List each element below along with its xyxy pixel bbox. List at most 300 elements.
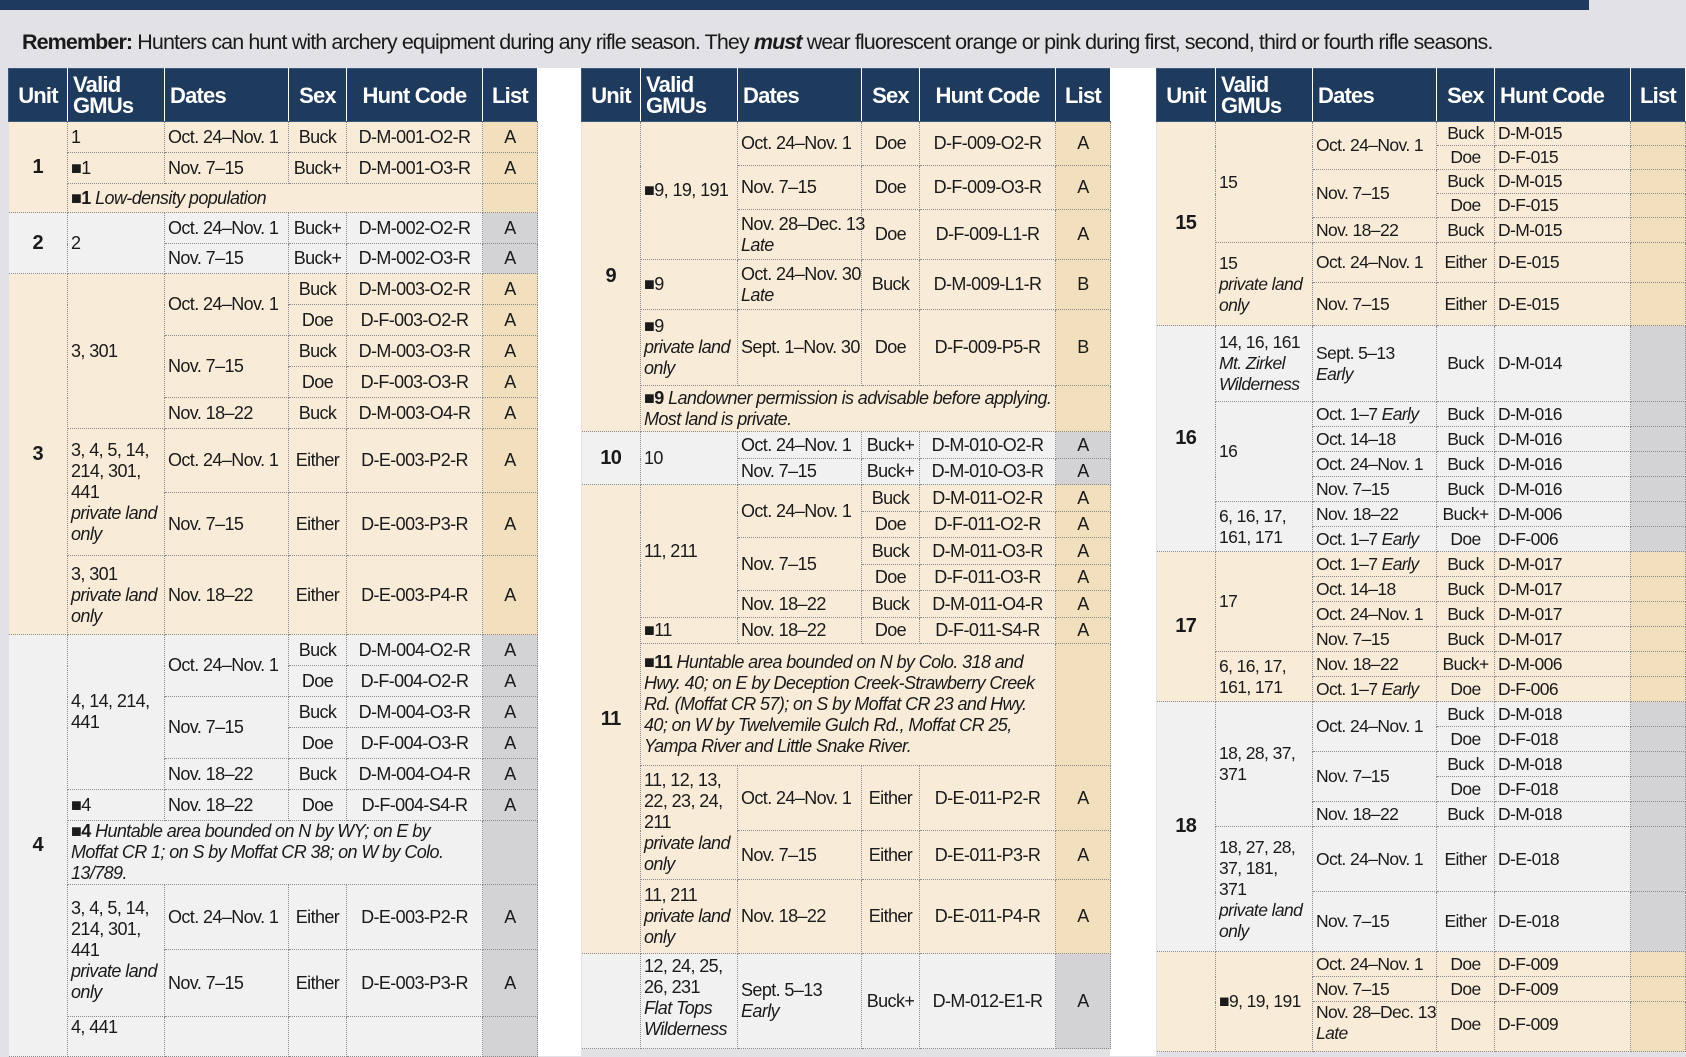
dates-cell: Nov. 7–15 xyxy=(738,831,862,880)
hunt-code-cell: D-F-009 xyxy=(1495,977,1631,1002)
hunt-code-cell: D-M-017 xyxy=(1495,627,1631,652)
table-row xyxy=(582,880,1111,954)
remember-text-a: Hunters can hunt with archery equipment during any rifle season. They xyxy=(132,30,754,54)
sex-cell: Buck xyxy=(862,538,920,565)
sex-cell: Either xyxy=(289,556,347,635)
sex-cell: Either xyxy=(862,766,920,831)
hunt-code-cell: D-F-015 xyxy=(1495,146,1631,170)
hunt-code-cell: D-M-016 xyxy=(1495,427,1631,452)
sex-cell: Either xyxy=(862,880,920,954)
list-cell xyxy=(1631,122,1686,146)
sex-cell: Buck xyxy=(1437,802,1495,827)
table-row xyxy=(9,213,538,244)
unit-cell: 10 xyxy=(582,432,641,485)
table-row xyxy=(9,790,538,821)
sex-cell: Doe xyxy=(289,367,347,398)
sex-cell: Buck xyxy=(1437,602,1495,627)
list-cell xyxy=(1631,727,1686,752)
hunt-code-cell: D-M-002-O3-R xyxy=(347,244,483,274)
hunt-code-cell: D-F-003-O2-R xyxy=(347,305,483,336)
sex-cell: Doe xyxy=(289,305,347,336)
col-dates: Dates xyxy=(738,69,862,122)
list-cell: A xyxy=(1056,618,1111,644)
table-row xyxy=(1157,702,1686,727)
sex-cell: Doe xyxy=(862,210,920,260)
dates-cell: Sept. 5–13 Early xyxy=(1313,326,1437,402)
gmu-cell: 6, 16, 17, 161, 171 xyxy=(1216,652,1313,702)
gmu-cell: 4, 441 xyxy=(68,1017,165,1057)
gmu-cell: ■9, 19, 191 xyxy=(1216,952,1313,1052)
col-list: List xyxy=(1631,69,1686,122)
table-row xyxy=(9,429,538,493)
gmu-cell: ■9 private land only xyxy=(641,310,738,386)
list-cell: A xyxy=(483,213,538,244)
sex-cell: Buck xyxy=(289,697,347,728)
hunt-code-cell: D-M-001-O3-R xyxy=(347,153,483,184)
table-row xyxy=(582,618,1111,644)
sex-cell: Buck xyxy=(1437,552,1495,577)
list-cell: B xyxy=(1056,310,1111,386)
dates-cell: Oct. 24–Nov. 30 Late xyxy=(738,260,862,310)
sex-cell: Doe xyxy=(1437,527,1495,552)
hunt-code-cell: D-F-004-O3-R xyxy=(347,728,483,759)
sex-cell: Buck+ xyxy=(862,954,920,1049)
hunt-code-cell: D-F-004-O2-R xyxy=(347,666,483,697)
list-cell xyxy=(1631,194,1686,218)
list-cell xyxy=(1631,326,1686,402)
dates-cell: Nov. 7–15 xyxy=(1313,752,1437,802)
table-header-row xyxy=(1157,69,1686,122)
gmu-cell: 18, 27, 28, 37, 181, 371 private land only xyxy=(1216,827,1313,952)
dates-cell: Nov. 7–15 xyxy=(165,493,289,556)
dates-cell: Nov. 18–22 xyxy=(1313,502,1437,527)
hunt-code-cell: D-M-004-O4-R xyxy=(347,759,483,790)
dates-cell: Nov. 18–22 xyxy=(165,790,289,821)
dates-cell: Oct. 14–18 xyxy=(1313,427,1437,452)
gmu-cell: 11, 12, 13, 22, 23, 24, 211 private land only xyxy=(641,766,738,880)
col-sex: Sex xyxy=(1437,69,1495,122)
hunt-code-cell: D-F-006 xyxy=(1495,527,1631,552)
gmu-cell: 10 xyxy=(641,432,738,485)
dates-cell: Oct. 24–Nov. 1 xyxy=(1313,122,1437,170)
dates-cell: Nov. 18–22 xyxy=(1313,652,1437,677)
footnote: ■11 Huntable area bounded on N by Colo. 318 and Hwy. 40; on E by Deception Creek-Strawberry Creek Rd. (Moffat CR 57); on S by Moffat CR 23 and Hwy. 40; on W by Twelvemile Gulch Rd., Moffat CR 25, Yampa River and Little Snake River. xyxy=(641,644,1056,766)
dates-cell: Oct. 24–Nov. 1 xyxy=(738,432,862,459)
sex-cell: Buck xyxy=(1437,477,1495,502)
list-cell: A xyxy=(483,153,538,184)
dates-cell: Oct. 24–Nov. 1 xyxy=(165,213,289,244)
hunt-code-cell: D-M-010-O2-R xyxy=(920,432,1056,459)
dates-cell: Oct. 1–7 Early xyxy=(1313,402,1437,427)
list-cell: A xyxy=(1056,210,1111,260)
list-cell xyxy=(1631,677,1686,702)
sex-cell: Buck xyxy=(862,591,920,618)
sex-cell: Buck xyxy=(1437,402,1495,427)
list-cell: A xyxy=(1056,880,1111,954)
hunt-code-cell: D-M-003-O4-R xyxy=(347,398,483,429)
hunt-code-cell: D-E-003-P2-R xyxy=(347,429,483,493)
dates-cell: Nov. 7–15 xyxy=(1313,892,1437,952)
gmu-cell: ■9 xyxy=(641,260,738,310)
col-unit: Unit xyxy=(1157,69,1216,122)
hunt-code-cell: D-E-011-P2-R xyxy=(920,766,1056,831)
hunt-code-cell: D-M-011-O2-R xyxy=(920,485,1056,512)
sex-cell: Buck xyxy=(289,122,347,153)
list-cell: A xyxy=(483,790,538,821)
list-cell xyxy=(1631,243,1686,283)
unit-cell: 1 xyxy=(9,122,68,213)
list-cell: A xyxy=(483,336,538,367)
list-cell: A xyxy=(483,635,538,666)
dates-cell: Oct. 24–Nov. 1 xyxy=(738,485,862,538)
table-header-row xyxy=(582,69,1111,122)
col-hunt-code: Hunt Code xyxy=(1495,69,1631,122)
col-hunt-code: Hunt Code xyxy=(920,69,1056,122)
sex-cell: Buck xyxy=(1437,427,1495,452)
sex-cell: Buck xyxy=(289,398,347,429)
unit-cell: 15 xyxy=(1157,122,1216,326)
col-gmus: Valid GMUs xyxy=(641,69,738,122)
dates-cell: Nov. 7–15 xyxy=(165,336,289,398)
list-cell xyxy=(1056,644,1111,766)
list-cell xyxy=(1631,283,1686,326)
gmu-cell: 3, 4, 5, 14, 214, 301, 441 private land only xyxy=(68,885,165,1017)
hunt-code-cell: D-M-015 xyxy=(1495,218,1631,243)
gmu-cell: 14, 16, 161 Mt. Zirkel Wilderness xyxy=(1216,326,1313,402)
hunt-code-cell: D-E-003-P3-R xyxy=(347,493,483,556)
footnote: ■9 Landowner permission is advisable before applying. Most land is private. xyxy=(641,386,1056,432)
list-cell: A xyxy=(1056,565,1111,591)
dates-cell: Nov. 7–15 xyxy=(165,697,289,759)
hunt-code-cell: D-M-017 xyxy=(1495,552,1631,577)
hunt-code-cell: D-E-015 xyxy=(1495,283,1631,326)
list-cell: A xyxy=(483,493,538,556)
table-row xyxy=(9,1017,538,1057)
hunt-code-cell: D-E-018 xyxy=(1495,827,1631,892)
dates-cell: Nov. 28–Dec. 13 Late xyxy=(1313,1002,1437,1052)
sex-cell: Buck xyxy=(289,635,347,666)
list-cell: A xyxy=(1056,166,1111,210)
list-cell xyxy=(1631,777,1686,802)
hunt-code-cell: D-M-014 xyxy=(1495,326,1631,402)
list-cell: A xyxy=(483,759,538,790)
list-cell xyxy=(1631,427,1686,452)
sex-cell: Doe xyxy=(1437,777,1495,802)
dates-cell: Oct. 1–7 Early xyxy=(1313,527,1437,552)
table-header-row xyxy=(9,69,538,122)
table-row xyxy=(9,274,538,305)
col-gmus: Valid GMUs xyxy=(1216,69,1313,122)
sex-cell: Doe xyxy=(1437,146,1495,170)
dates-cell: Oct. 24–Nov. 1 xyxy=(1313,827,1437,892)
list-cell xyxy=(1631,1002,1686,1052)
footnote: ■1 Low-density population xyxy=(68,184,483,213)
gmu-cell: 6, 16, 17, 161, 171 xyxy=(1216,502,1313,552)
table-row xyxy=(582,122,1111,166)
col-dates: Dates xyxy=(1313,69,1437,122)
sex-cell: Either xyxy=(289,493,347,556)
list-cell: A xyxy=(483,367,538,398)
sex-cell: Buck+ xyxy=(1437,652,1495,677)
table-row xyxy=(582,485,1111,512)
hunt-code-cell: D-F-006 xyxy=(1495,677,1631,702)
dates-cell: Oct. 24–Nov. 1 xyxy=(165,635,289,697)
sex-cell xyxy=(289,1017,347,1057)
gmu-cell: 3, 301 private land only xyxy=(68,556,165,635)
dates-cell: Oct. 1–7 Early xyxy=(1313,552,1437,577)
hunt-code-cell: D-F-009 xyxy=(1495,1002,1631,1052)
hunt-code-cell: D-F-009-O3-R xyxy=(920,166,1056,210)
hunt-code-cell: D-E-011-P4-R xyxy=(920,880,1056,954)
list-cell xyxy=(1631,402,1686,427)
sex-cell: Either xyxy=(1437,243,1495,283)
panel-3-clip xyxy=(1156,0,1676,1056)
hunt-code-cell: D-M-006 xyxy=(1495,652,1631,677)
table-row xyxy=(582,260,1111,310)
gmu-cell: 11, 211 xyxy=(641,485,738,618)
dates-cell: Oct. 24–Nov. 1 xyxy=(1313,452,1437,477)
hunt-code-cell: D-F-009 xyxy=(1495,952,1631,977)
unit-cell: 2 xyxy=(9,213,68,274)
list-cell xyxy=(1631,627,1686,652)
hunt-table-panel-3 xyxy=(1156,68,1686,1052)
table-row xyxy=(9,122,538,153)
remember-label: Remember: xyxy=(22,30,133,54)
list-cell: B xyxy=(1056,260,1111,310)
sex-cell: Doe xyxy=(862,166,920,210)
unit-cell: 9 xyxy=(582,122,641,432)
hunt-code-cell: D-F-011-O3-R xyxy=(920,565,1056,591)
hunt-code-cell: D-F-018 xyxy=(1495,777,1631,802)
col-unit: Unit xyxy=(9,69,68,122)
dates-cell xyxy=(165,1017,289,1057)
dates-cell: Oct. 1–7 Early xyxy=(1313,677,1437,702)
unit-cell xyxy=(582,954,641,1049)
unit-cell: 3 xyxy=(9,274,68,635)
list-cell xyxy=(1631,652,1686,677)
panel-gap xyxy=(1110,68,1156,1056)
dates-cell: Oct. 24–Nov. 1 xyxy=(165,885,289,950)
hunt-code-cell: D-F-015 xyxy=(1495,194,1631,218)
left-edge xyxy=(0,68,8,1056)
list-cell xyxy=(483,1017,538,1057)
list-cell xyxy=(1631,502,1686,527)
hunt-code-cell: D-M-016 xyxy=(1495,477,1631,502)
table-row xyxy=(582,954,1111,1049)
list-cell xyxy=(1631,146,1686,170)
dates-cell: Nov. 18–22 xyxy=(1313,802,1437,827)
hunt-code-cell: D-M-004-O2-R xyxy=(347,635,483,666)
table-row xyxy=(582,766,1111,831)
col-unit: Unit xyxy=(582,69,641,122)
list-cell: A xyxy=(483,728,538,759)
hunt-code-cell: D-M-003-O2-R xyxy=(347,274,483,305)
dates-cell: Nov. 18–22 xyxy=(738,618,862,644)
sex-cell: Buck xyxy=(1437,122,1495,146)
table-row xyxy=(1157,652,1686,677)
hunt-code-cell: D-M-002-O2-R xyxy=(347,213,483,244)
sex-cell: Doe xyxy=(1437,1002,1495,1052)
sex-cell: Buck xyxy=(1437,170,1495,194)
list-cell xyxy=(1631,892,1686,952)
table-row xyxy=(582,432,1111,459)
hunt-code-cell: D-M-015 xyxy=(1495,170,1631,194)
hunt-code-cell: D-F-009-O2-R xyxy=(920,122,1056,166)
hunt-code-cell: D-E-003-P4-R xyxy=(347,556,483,635)
list-cell xyxy=(1631,170,1686,194)
dates-cell: Nov. 7–15 xyxy=(1313,477,1437,502)
list-cell: A xyxy=(483,305,538,336)
gmu-cell: 16 xyxy=(1216,402,1313,502)
gmu-cell: 2 xyxy=(68,213,165,274)
table-row xyxy=(1157,502,1686,527)
table-row xyxy=(1157,552,1686,577)
gmu-cell: 11, 211 private land only xyxy=(641,880,738,954)
list-cell: A xyxy=(1056,538,1111,565)
sex-cell: Doe xyxy=(289,666,347,697)
dates-cell: Nov. 18–22 xyxy=(1313,218,1437,243)
list-cell xyxy=(1631,477,1686,502)
gmu-cell: 4, 14, 214, 441 xyxy=(68,635,165,790)
sex-cell: Doe xyxy=(862,618,920,644)
dates-cell: Nov. 7–15 xyxy=(1313,283,1437,326)
dates-cell: Nov. 7–15 xyxy=(165,153,289,184)
sex-cell: Either xyxy=(862,831,920,880)
sex-cell: Buck xyxy=(1437,326,1495,402)
list-cell: A xyxy=(1056,831,1111,880)
list-cell: A xyxy=(1056,766,1111,831)
list-cell xyxy=(1631,702,1686,727)
sex-cell: Buck xyxy=(1437,577,1495,602)
note-row xyxy=(9,821,538,885)
list-cell: A xyxy=(483,666,538,697)
col-list: List xyxy=(483,69,538,122)
hunt-code-cell: D-M-015 xyxy=(1495,122,1631,146)
sex-cell: Buck xyxy=(289,759,347,790)
sex-cell: Doe xyxy=(1437,952,1495,977)
gmu-cell: 17 xyxy=(1216,552,1313,652)
dates-cell: Nov. 7–15 xyxy=(165,950,289,1017)
hunt-table-panel-2 xyxy=(581,68,1111,1049)
sex-cell: Either xyxy=(1437,827,1495,892)
dates-cell: Nov. 18–22 xyxy=(738,880,862,954)
dates-cell: Nov. 18–22 xyxy=(165,398,289,429)
hunt-code-cell: D-M-004-O3-R xyxy=(347,697,483,728)
list-cell: A xyxy=(483,274,538,305)
list-cell: A xyxy=(1056,954,1111,1049)
col-hunt-code: Hunt Code xyxy=(347,69,483,122)
remember-text-b: wear fluorescent orange or pink during first, second, third or fourth rifle seasons. xyxy=(801,30,1493,54)
hunt-code-cell: D-M-017 xyxy=(1495,602,1631,627)
list-cell xyxy=(1631,218,1686,243)
sex-cell: Buck+ xyxy=(862,459,920,485)
hunt-code-cell: D-M-011-O3-R xyxy=(920,538,1056,565)
gmu-cell: 1 xyxy=(68,122,165,153)
dates-cell: Oct. 14–18 xyxy=(1313,577,1437,602)
sex-cell: Either xyxy=(289,429,347,493)
list-cell xyxy=(1631,602,1686,627)
sex-cell: Buck xyxy=(1437,702,1495,727)
col-sex: Sex xyxy=(862,69,920,122)
sex-cell: Buck xyxy=(862,485,920,512)
sex-cell: Doe xyxy=(862,565,920,591)
sex-cell: Buck xyxy=(862,260,920,310)
list-cell: A xyxy=(483,244,538,274)
table-row xyxy=(9,635,538,666)
hunt-code-cell: D-F-018 xyxy=(1495,727,1631,752)
col-dates: Dates xyxy=(165,69,289,122)
list-cell xyxy=(1631,552,1686,577)
table-row xyxy=(9,153,538,184)
sex-cell: Doe xyxy=(289,790,347,821)
table-row xyxy=(9,885,538,950)
dates-cell: Nov. 28–Dec. 13 Late xyxy=(738,210,862,260)
sex-cell: Buck xyxy=(1437,752,1495,777)
unit-cell: 17 xyxy=(1157,552,1216,702)
hunt-code-cell: D-M-012-E1-R xyxy=(920,954,1056,1049)
table-row xyxy=(9,556,538,635)
table-row xyxy=(1157,952,1686,977)
dates-cell: Sept. 1–Nov. 30 xyxy=(738,310,862,386)
dates-cell: Sept. 5–13 Early xyxy=(738,954,862,1049)
dates-cell: Nov. 18–22 xyxy=(165,556,289,635)
dates-cell: Oct. 24–Nov. 1 xyxy=(165,274,289,336)
panel-gap xyxy=(537,68,581,1056)
sex-cell: Buck+ xyxy=(289,153,347,184)
col-gmus: Valid GMUs xyxy=(68,69,165,122)
hunt-code-cell: D-F-011-S4-R xyxy=(920,618,1056,644)
hunt-code-cell: D-M-018 xyxy=(1495,702,1631,727)
sex-cell: Doe xyxy=(1437,727,1495,752)
list-cell xyxy=(1631,827,1686,892)
sex-cell: Buck+ xyxy=(289,213,347,244)
list-cell: A xyxy=(483,556,538,635)
hunt-code-cell: D-F-011-O2-R xyxy=(920,512,1056,538)
sex-cell: Buck+ xyxy=(862,432,920,459)
dates-cell: Nov. 7–15 xyxy=(738,459,862,485)
unit-cell: 18 xyxy=(1157,702,1216,952)
sex-cell: Buck+ xyxy=(289,244,347,274)
list-cell: A xyxy=(483,885,538,950)
gmu-cell: 3, 301 xyxy=(68,274,165,429)
gmu-cell: 12, 24, 25, 26, 231 Flat Tops Wilderness xyxy=(641,954,738,1049)
dates-cell: Oct. 24–Nov. 1 xyxy=(1313,602,1437,627)
hunt-code-cell: D-E-018 xyxy=(1495,892,1631,952)
unit-cell: 4 xyxy=(9,635,68,1057)
table-row xyxy=(1157,326,1686,402)
sex-cell: Either xyxy=(1437,892,1495,952)
note-row xyxy=(582,386,1111,432)
remember-must: must xyxy=(753,30,802,54)
list-cell xyxy=(1631,527,1686,552)
gmu-cell: 18, 28, 37, 371 xyxy=(1216,702,1313,827)
table-row xyxy=(1157,122,1686,146)
unit-cell: 11 xyxy=(582,485,641,954)
gmu-cell: 15 private land only xyxy=(1216,243,1313,326)
unit-cell xyxy=(1157,952,1216,1052)
list-cell: A xyxy=(483,697,538,728)
dates-cell: Nov. 7–15 xyxy=(738,166,862,210)
list-cell: A xyxy=(483,429,538,493)
table-row xyxy=(1157,827,1686,892)
table-row xyxy=(1157,243,1686,283)
sex-cell: Buck xyxy=(289,336,347,367)
hunt-code-cell: D-M-018 xyxy=(1495,752,1631,777)
dates-cell: Oct. 24–Nov. 1 xyxy=(165,429,289,493)
hunt-code-cell: D-M-006 xyxy=(1495,502,1631,527)
gmu-cell: 3, 4, 5, 14, 214, 301, 441 private land only xyxy=(68,429,165,556)
list-cell: A xyxy=(1056,459,1111,485)
